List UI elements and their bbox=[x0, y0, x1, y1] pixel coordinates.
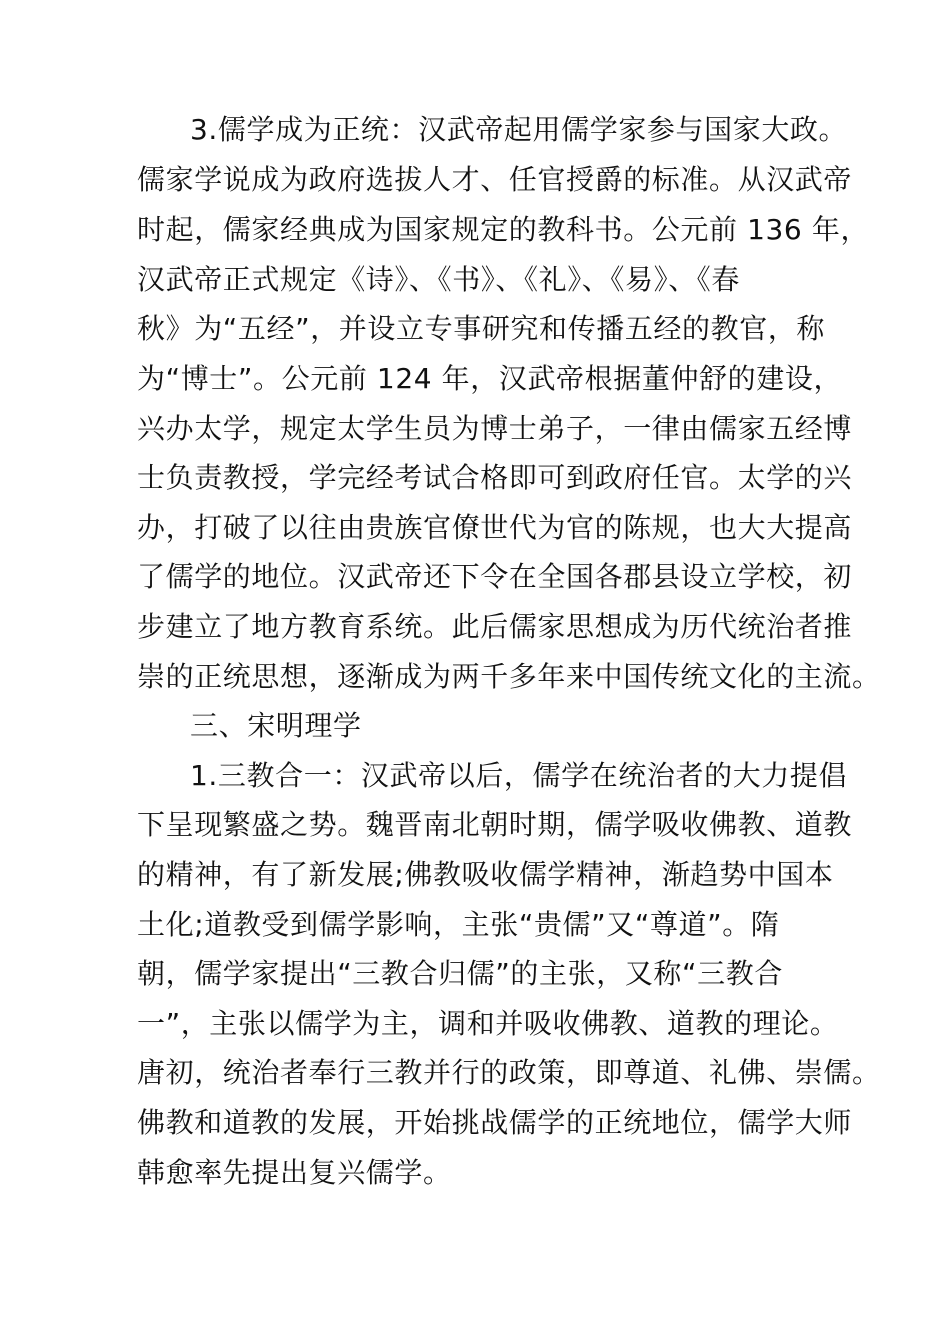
text-line: 下呈现繁盛之势。魏晋南北朝时期，儒学吸收佛教、道教 bbox=[137, 808, 853, 841]
text-line: 朝，儒学家提出“三教合归儒”的主张，又称“三教合 bbox=[137, 957, 783, 990]
text-line: 韩愈率先提出复兴儒学。 bbox=[137, 1156, 452, 1189]
text-line: 的精神，有了新发展;佛教吸收儒学精神，渐趋势中国本 bbox=[137, 858, 834, 891]
text-line: 土化;道教受到儒学影响，主张“贵儒”又“尊道”。隋 bbox=[137, 908, 780, 941]
text-line: 了儒学的地位。汉武帝还下令在全国各郡县设立学校，初 bbox=[137, 560, 853, 593]
text-line: 佛教和道教的发展，开始挑战儒学的正统地位，儒学大师 bbox=[137, 1106, 853, 1139]
text-line: 步建立了地方教育系统。此后儒家思想成为历代统治者推 bbox=[137, 610, 853, 643]
text-line: 一”，主张以儒学为主，调和并吸收佛教、道教的理论。 bbox=[137, 1007, 839, 1040]
text-line: 办，打破了以往由贵族官僚世代为官的陈规，也大大提高 bbox=[137, 511, 853, 544]
text-line: 兴办太学，规定太学生员为博士弟子，一律由儒家五经博 bbox=[137, 412, 853, 445]
text-line: 士负责教授，学完经考试合格即可到政府任官。太学的兴 bbox=[137, 461, 853, 494]
text-line: 汉武帝正式规定《诗》、《书》、《礼》、《易》、《春 bbox=[137, 263, 741, 296]
text-line: 3.儒学成为正统：汉武帝起用儒学家参与国家大政。 bbox=[190, 113, 848, 146]
text-line: 为“博士”。公元前 124 年，汉武帝根据董仲舒的建设， bbox=[137, 362, 843, 395]
text-line: 1.三教合一：汉武帝以后，儒学在统治者的大力提倡 bbox=[190, 759, 848, 792]
text-line: 儒家学说成为政府选拔人才、任官授爵的标准。从汉武帝 bbox=[137, 163, 853, 196]
text-line: 唐初，统治者奉行三教并行的政策，即尊道、礼佛、崇儒。 bbox=[137, 1056, 881, 1089]
section-heading: 三、宋明理学 bbox=[190, 709, 362, 742]
text-line: 时起，儒家经典成为国家规定的教科书。公元前 136 年， bbox=[137, 213, 870, 246]
text-line: 秋》为“五经”，并设立专事研究和传播五经的教官，称 bbox=[137, 312, 826, 345]
text-line: 崇的正统思想，逐渐成为两千多年来中国传统文化的主流。 bbox=[137, 660, 881, 693]
